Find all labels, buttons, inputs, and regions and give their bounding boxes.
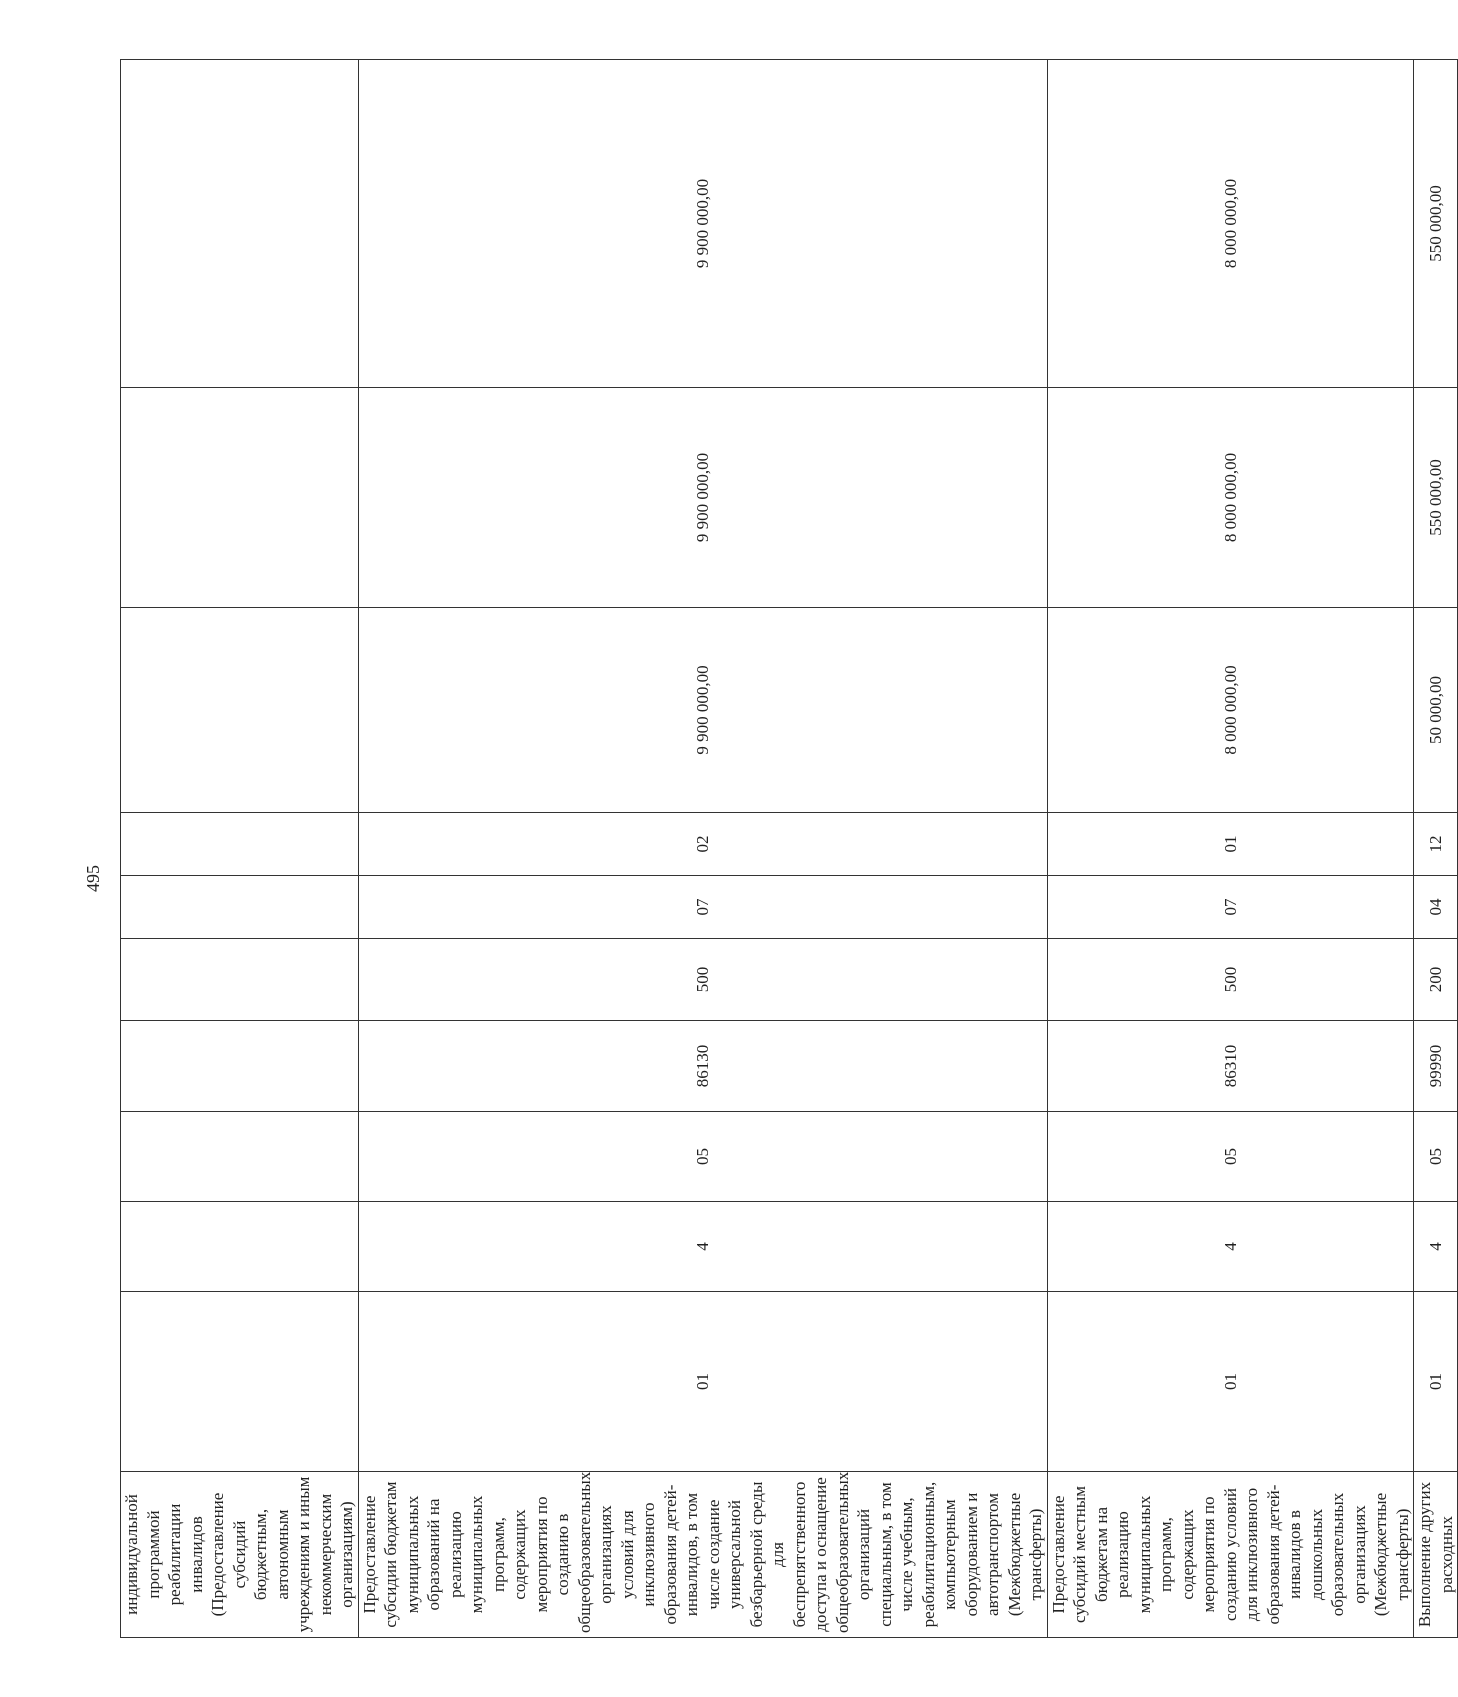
code-cell <box>121 1202 359 1292</box>
amount-cell: 8 000 000,00 <box>1047 388 1414 608</box>
budget-table <box>120 59 1458 1638</box>
code-cell: 4 <box>1047 1202 1414 1292</box>
code-cell: 01 <box>1047 813 1414 876</box>
code-cell: 86310 <box>1047 1021 1414 1112</box>
code-cell: 500 <box>1047 939 1414 1021</box>
amount-cell: 50 000,00 <box>1414 608 1458 813</box>
amount-cell: 8 000 000,00 <box>1047 60 1414 388</box>
row-description: Выполнение других расходных <box>1414 1472 1458 1638</box>
code-cell: 500 <box>358 939 1047 1021</box>
code-cell: 02 <box>358 813 1047 876</box>
amount-cell: 550 000,00 <box>1414 60 1458 388</box>
code-cell <box>121 1292 359 1472</box>
code-cell: 05 <box>1414 1112 1458 1202</box>
table-row <box>1414 60 1458 1638</box>
code-cell: 01 <box>1047 1292 1414 1472</box>
amount-cell: 8 000 000,00 <box>1047 608 1414 813</box>
code-cell <box>121 876 359 939</box>
amount-cell <box>121 60 359 388</box>
code-cell: 99990 <box>1414 1021 1458 1112</box>
rotated-page-content <box>120 60 1456 1638</box>
table-row <box>1047 60 1414 1638</box>
code-cell: 200 <box>1414 939 1458 1021</box>
code-cell <box>121 1112 359 1202</box>
amount-cell <box>121 608 359 813</box>
code-cell: 05 <box>358 1112 1047 1202</box>
amount-cell: 9 900 000,00 <box>358 388 1047 608</box>
code-cell: 07 <box>358 876 1047 939</box>
code-cell: 4 <box>358 1202 1047 1292</box>
amount-cell: 550 000,00 <box>1414 388 1458 608</box>
row-description: Предоставление субсидий местным бюджетам на реализацию муниципальных программ, содержащих мероприятия по созданию условий для инклюзивного образования детей-инвалидов в дошкольных образовательных организациях (Межбюджетные трансферты) <box>1047 1472 1414 1638</box>
page-number: 495 <box>83 865 103 892</box>
code-cell: 4 <box>1414 1202 1458 1292</box>
amount-cell: 9 900 000,00 <box>358 608 1047 813</box>
code-cell <box>121 1021 359 1112</box>
amount-cell: 9 900 000,00 <box>358 60 1047 388</box>
row-description: индивидуальной программой реабилитации инвалидов (Предоставление субсидий бюджетным, автономным учреждениям и иным некоммерческим организациям) <box>121 1472 359 1638</box>
code-cell: 12 <box>1414 813 1458 876</box>
code-cell: 01 <box>358 1292 1047 1472</box>
code-cell: 01 <box>1414 1292 1458 1472</box>
amount-cell <box>121 388 359 608</box>
code-cell: 04 <box>1414 876 1458 939</box>
code-cell: 86130 <box>358 1021 1047 1112</box>
code-cell <box>121 813 359 876</box>
code-cell <box>121 939 359 1021</box>
row-description: Предоставление субсидии бюджетам муниципальных образований на реализацию муниципальных программ, содержащих мероприятия по созданию в общеобразовательных организациях условий для инклюзивного образования детей-инвалидов, в том числе создание универсальной безбарьерной среды для беспрепятственного доступа и оснащение общеобразовательных организаций специальным, в том числе учебным, реабилитационным, компьютерным оборудованием и автотранспортом (Межбюджетные трансферты) <box>358 1472 1047 1638</box>
code-cell: 07 <box>1047 876 1414 939</box>
table-row <box>358 60 1047 1638</box>
code-cell: 05 <box>1047 1112 1414 1202</box>
table-row <box>121 60 359 1638</box>
